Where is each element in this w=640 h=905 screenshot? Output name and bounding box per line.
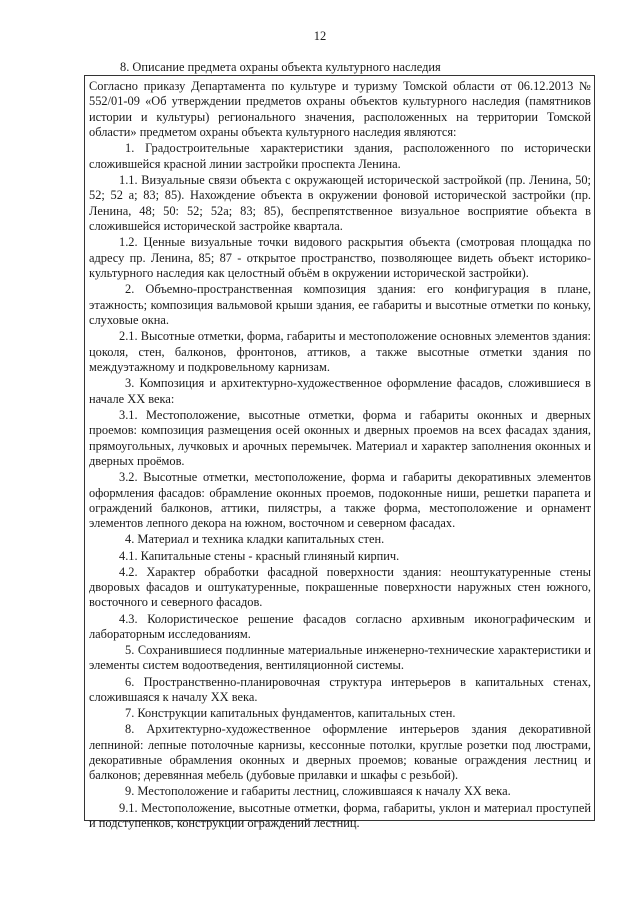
protection-subject-box xyxy=(84,75,595,830)
item-3: 3. Композиция и архитектурно-художественное оформление фасадов, сложившиеся в начале XX века: xyxy=(89,376,591,406)
item-9-1: 9.1. Местоположение, высотные отметки, форма, габариты, уклон и материал проступей и подступенков, конструкции ограждений лестниц. xyxy=(89,800,591,830)
item-4: 4. Материал и техника кладки капитальных стен. xyxy=(125,532,385,547)
item-3-1: 3.1. Местоположение, высотные отметки, форма и габариты оконных и дверных проемов: композиция размещения осей оконных и дверных проемов на всех фасадах здания, прямоугольных, лучковых и арочных перемычек. Материал и характер заполнения оконных и дверных проёмов. xyxy=(89,407,591,469)
item-4-3: 4.3. Колористическое решение фасадов согласно архивным иконографическим и лабораторным исследованиям. xyxy=(89,611,591,641)
item-1-1: 1.1. Визуальные связи объекта с окружающей исторической застройкой (пр. Ленина, 50; 52; 52 а; 83; 85). Нахождение объекта в окружении фоновой исторической застройки (пр. Ленина, 48; 50: 52; 52а; 83; 85), беспрепятственное визуальное восприятие объекта в сложившейся исторической застройке квартала. xyxy=(89,172,591,234)
item-5: 5. Сохранившиеся подлинные материальные инженерно-технические характеристики и элементы систем водоотведения, вентиляционной системы. xyxy=(89,643,591,673)
intro-paragraph: Согласно приказу Департамента по культуре и туризму Томской области от 06.12.2013 № 552/01-09 «Об утверждении предметов охраны объектов культурного наследия (памятников истории и культуры) регионального значения, расположенных на территории Томской области» предметом охраны объекта культурного наследия являются: xyxy=(89,79,591,140)
section-title: 8. Описание предмета охраны объекта культурного наследия xyxy=(120,60,441,74)
item-7: 7. Конструкции капитальных фундаментов, капитальных стен. xyxy=(125,706,456,721)
item-6: 6. Пространственно-планировочная структура интерьеров в капитальных стенах, сложившаяся к началу XX века. xyxy=(89,674,591,704)
item-9: 9. Местоположение и габариты лестниц, сложившаяся к началу XX века. xyxy=(125,784,511,799)
item-2: 2. Объемно-пространственная композиция здания: его конфигурация в плане, этажность; композиция вальмовой крыши здания, ее габариты и высотные отметки по коньку, слуховые окна. xyxy=(89,282,591,328)
item-8: 8. Архитектурно-художественное оформление интерьеров здания декоративной лепниной: лепные потолочные карнизы, кессонные потолки, круглые розетки под люстрами, декоративные обрамления оконных и дверных проемов; кованые ограждения лестниц и балконов; деревянная мебель (дубовые прилавки и шкафы с резьбой). xyxy=(89,722,591,783)
page-number: 12 xyxy=(313,29,327,43)
item-3-2: 3.2. Высотные отметки, местоположение, форма и габариты декоративных элементов оформления фасадов: обрамление оконных проемов, подоконные ниши, решетки парапета и ограждений балконов, аттики, пилястры, а также форма, местоположение и орнамент элементов лепного декора на южном, восточном и северном фасадах. xyxy=(89,470,591,531)
item-2-1: 2.1. Высотные отметки, форма, габариты и местоположение основных элементов здания: цоколя, стен, балконов, фронтонов, аттиков, а также высотные отметки здания по междуэтажному и подкровельному карнизам. xyxy=(89,329,591,375)
item-4-2: 4.2. Характер обработки фасадной поверхности здания: неоштукатуренные стены дворовых фасадов и оштукатуренные, покрашенные поверхности наружных стен южного, восточного и северного фасадов. xyxy=(89,564,591,610)
item-4-1: 4.1. Капитальные стены - красный глиняный кирпич. xyxy=(119,548,400,563)
item-1-2: 1.2. Ценные визуальные точки видового раскрытия объекта (смотровая площадка по адресу пр. Ленина, 85; 87 - открытое пространство, позволяющее видеть объект историко-культурного наследия как целостный объём в окружении исторической застройки). xyxy=(89,235,591,281)
item-1: 1. Градостроительные характеристики здания, расположенного по исторически сложившейся красной линии застройки проспекта Ленина. xyxy=(89,141,591,171)
